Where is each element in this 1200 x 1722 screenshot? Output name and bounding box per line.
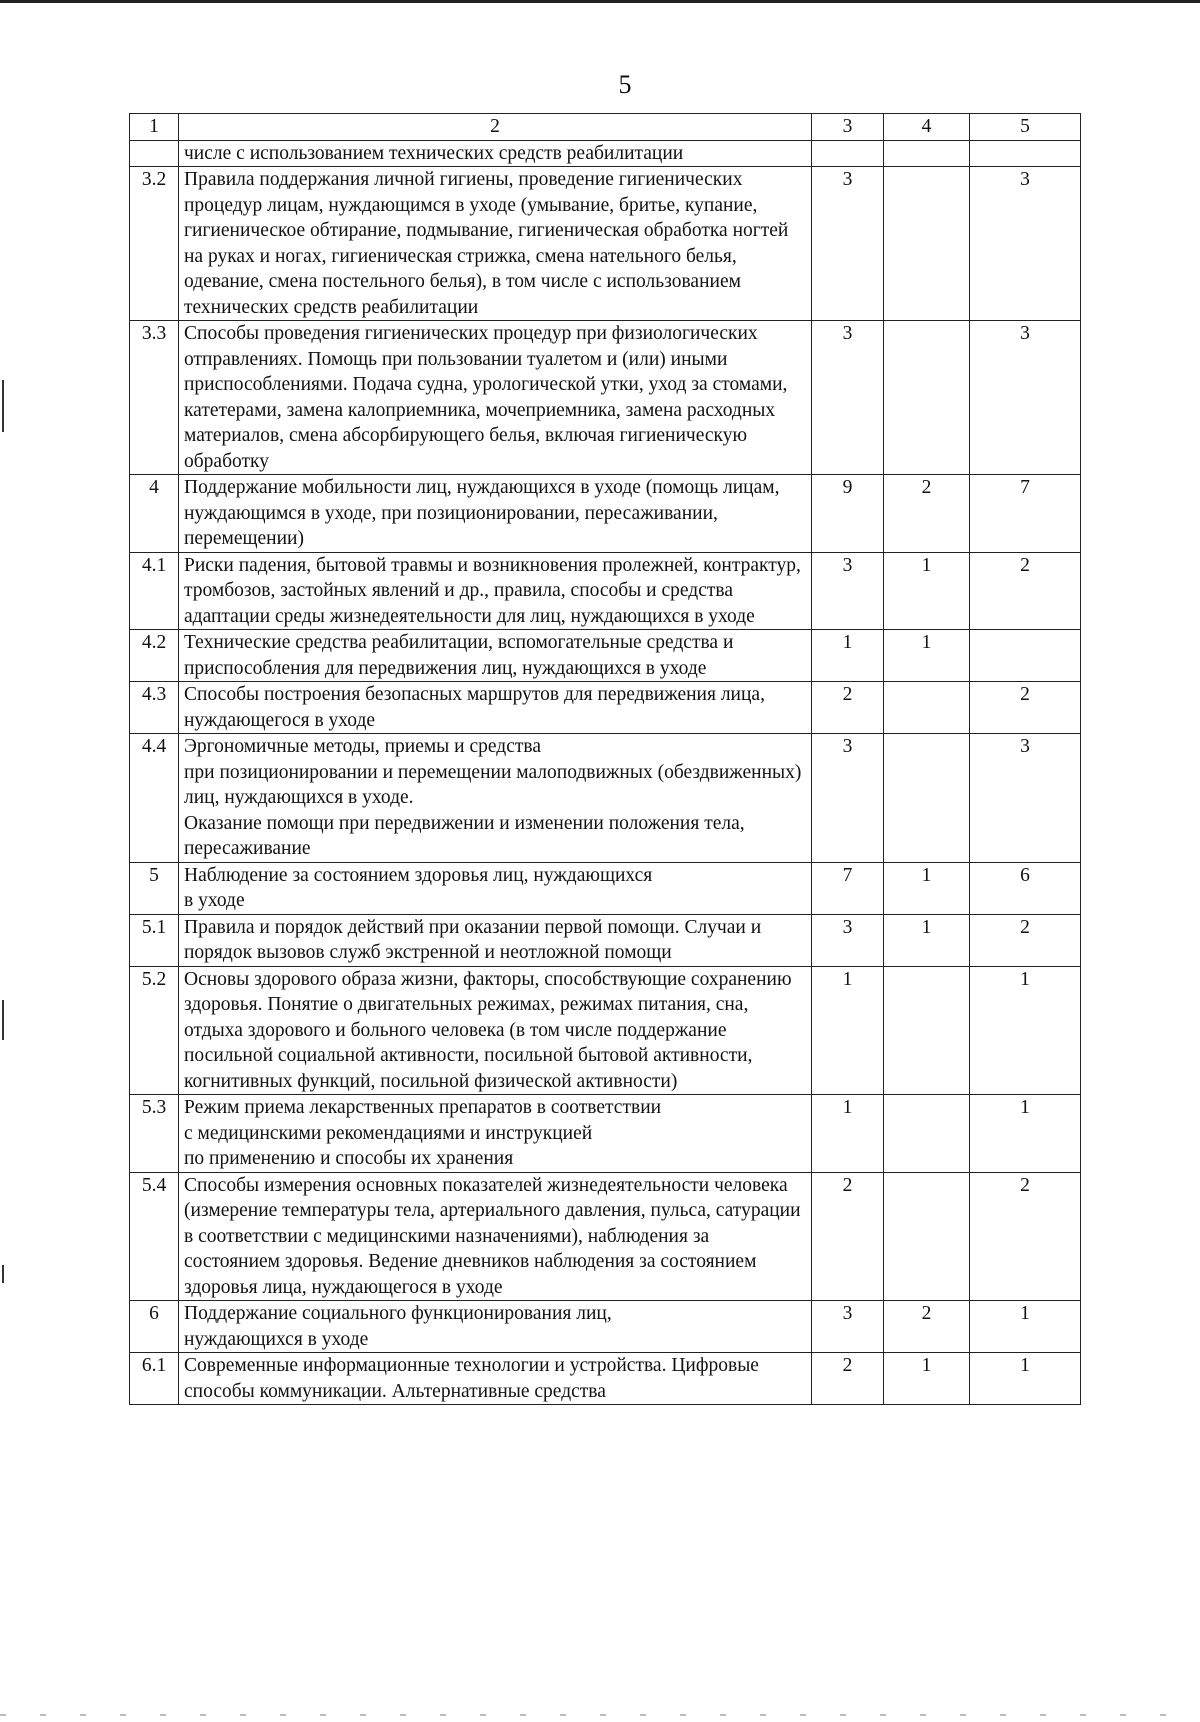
hours-practice-cell xyxy=(970,140,1081,167)
section-number-cell: 6.1 xyxy=(130,1353,179,1405)
hours-total-cell: 1 xyxy=(812,966,884,1095)
hours-theory-cell: 1 xyxy=(884,862,970,914)
table-row xyxy=(130,630,1081,682)
table-row xyxy=(130,862,1081,914)
topic-text-cell: Современные информационные технологии и устройства. Цифровые способы коммуникации. Альтернативные средства xyxy=(179,1353,812,1405)
hours-practice-cell: 1 xyxy=(970,1301,1081,1353)
topic-text-cell: Способы проведения гигиенических процедур при физиологических отправлениях. Помощь при пользовании туалетом и (или) иными приспособлениями. Подача судна, урологической утки, уход за стомами, катетерами, замена калоприемника, мочеприемника, замена расходных материалов, смена абсорбирующего белья, включая гигиеническую обработку xyxy=(179,321,812,475)
hours-practice-cell: 1 xyxy=(970,1095,1081,1173)
section-number-cell: 4.1 xyxy=(130,552,179,630)
section-number-cell: 3.2 xyxy=(130,167,179,321)
scan-bottom-noise xyxy=(0,1714,1200,1716)
header-cell: 3 xyxy=(812,114,884,141)
hours-total-cell: 3 xyxy=(812,734,884,863)
topic-text-cell: Риски падения, бытовой травмы и возникновения пролежней, контрактур, тромбозов, застойных явлений и др., правила, способы и средства адаптации среды жизнедеятельности для лиц, нуждающихся в уходе xyxy=(179,552,812,630)
hours-theory-cell: 1 xyxy=(884,630,970,682)
hours-total-cell: 2 xyxy=(812,1172,884,1301)
page-number: 5 xyxy=(618,70,632,99)
hours-practice-cell: 1 xyxy=(970,1353,1081,1405)
table-row xyxy=(130,682,1081,734)
header-cell: 4 xyxy=(884,114,970,141)
table-row xyxy=(130,914,1081,966)
hours-practice-cell: 3 xyxy=(970,734,1081,863)
section-number-cell: 4 xyxy=(130,475,179,553)
topic-text-cell: Способы измерения основных показателей жизнедеятельности человека (измерение температуры тела, артериального давления, пульса, сатурации в соответствии с медицинскими назначениями), наблюдения за состоянием здоровья. Ведение дневников наблюдения за состоянием здоровья лица, нуждающегося в уходе xyxy=(179,1172,812,1301)
curriculum-table xyxy=(129,113,1081,1405)
topic-text-cell: Поддержание мобильности лиц, нуждающихся в уходе (помощь лицам, нуждающимся в уходе, при позиционировании, пересаживании, перемещении) xyxy=(179,475,812,553)
hours-total-cell: 3 xyxy=(812,914,884,966)
section-number-cell: 5.3 xyxy=(130,1095,179,1173)
topic-text-cell: Поддержание социального функционирования лиц, нуждающихся в уходе xyxy=(179,1301,812,1353)
topic-text-cell: числе с использованием технических средств реабилитации xyxy=(179,140,812,167)
hours-practice-cell: 7 xyxy=(970,475,1081,553)
hours-theory-cell: 1 xyxy=(884,914,970,966)
hours-total-cell: 3 xyxy=(812,552,884,630)
hours-theory-cell xyxy=(884,682,970,734)
hours-practice-cell: 3 xyxy=(970,167,1081,321)
hours-theory-cell xyxy=(884,966,970,1095)
table-row xyxy=(130,1095,1081,1173)
hours-total-cell: 3 xyxy=(812,1301,884,1353)
hours-total-cell: 9 xyxy=(812,475,884,553)
hours-practice-cell: 1 xyxy=(970,966,1081,1095)
hours-total-cell: 3 xyxy=(812,167,884,321)
topic-text-cell: Основы здорового образа жизни, факторы, способствующие сохранению здоровья. Понятие о двигательных режимах, режимах питания, сна, отдыха здорового и больного человека (в том числе поддержание посильной социальной активности, посильной бытовой активности, когнитивных функций, посильной физической активности) xyxy=(179,966,812,1095)
top-border-line xyxy=(0,0,1200,3)
table-header-row xyxy=(130,114,1081,141)
hours-total-cell: 2 xyxy=(812,682,884,734)
scan-edge-mark xyxy=(2,380,4,432)
section-number-cell: 5.1 xyxy=(130,914,179,966)
topic-text-cell: Способы построения безопасных маршрутов для передвижения лица, нуждающегося в уходе xyxy=(179,682,812,734)
hours-theory-cell xyxy=(884,321,970,475)
section-number-cell: 5 xyxy=(130,862,179,914)
topic-text-cell: Правила и порядок действий при оказании первой помощи. Случаи и порядок вызовов служб экстренной и неотложной помощи xyxy=(179,914,812,966)
table-row xyxy=(130,734,1081,863)
hours-theory-cell xyxy=(884,1172,970,1301)
section-number-cell: 5.2 xyxy=(130,966,179,1095)
table-row xyxy=(130,321,1081,475)
hours-practice-cell: 6 xyxy=(970,862,1081,914)
hours-theory-cell xyxy=(884,167,970,321)
hours-practice-cell: 2 xyxy=(970,552,1081,630)
hours-theory-cell: 2 xyxy=(884,475,970,553)
topic-text-cell: Режим приема лекарственных препаратов в соответствии с медицинскими рекомендациями и инструкцией по применению и способы их хранения xyxy=(179,1095,812,1173)
hours-theory-cell xyxy=(884,1095,970,1173)
topic-text-cell: Технические средства реабилитации, вспомогательные средства и приспособления для передвижения лиц, нуждающихся в уходе xyxy=(179,630,812,682)
section-number-cell: 4.2 xyxy=(130,630,179,682)
topic-text-cell: Наблюдение за состоянием здоровья лиц, нуждающихся в уходе xyxy=(179,862,812,914)
hours-total-cell xyxy=(812,140,884,167)
table-row xyxy=(130,1301,1081,1353)
hours-total-cell: 3 xyxy=(812,321,884,475)
table-row xyxy=(130,552,1081,630)
table-row xyxy=(130,140,1081,167)
table-row xyxy=(130,1172,1081,1301)
topic-text-cell: Правила поддержания личной гигиены, проведение гигиенических процедур лицам, нуждающимся в уходе (умывание, бритье, купание, гигиеническое обтирание, подмывание, гигиеническая обработка ногтей на руках и ногах, гигиеническая стрижка, смена нательного белья, одевание, смена постельного белья), в том числе с использованием технических средств реабилитации xyxy=(179,167,812,321)
hours-theory-cell: 1 xyxy=(884,552,970,630)
hours-theory-cell xyxy=(884,734,970,863)
scan-edge-mark xyxy=(2,1265,4,1283)
hours-practice-cell: 3 xyxy=(970,321,1081,475)
table-row xyxy=(130,475,1081,553)
table-row xyxy=(130,1353,1081,1405)
table-row xyxy=(130,167,1081,321)
section-number-cell: 5.4 xyxy=(130,1172,179,1301)
section-number-cell: 4.4 xyxy=(130,734,179,863)
hours-theory-cell xyxy=(884,140,970,167)
section-number-cell: 6 xyxy=(130,1301,179,1353)
hours-practice-cell: 2 xyxy=(970,914,1081,966)
section-number-cell xyxy=(130,140,179,167)
hours-theory-cell: 2 xyxy=(884,1301,970,1353)
topic-text-cell: Эргономичные методы, приемы и средства при позиционировании и перемещении малоподвижных (обездвиженных) лиц, нуждающихся в уходе. Оказание помощи при передвижении и изменении положения тела, пересаживание xyxy=(179,734,812,863)
hours-total-cell: 2 xyxy=(812,1353,884,1405)
section-number-cell: 3.3 xyxy=(130,321,179,475)
hours-total-cell: 7 xyxy=(812,862,884,914)
header-cell: 2 xyxy=(179,114,812,141)
section-number-cell: 4.3 xyxy=(130,682,179,734)
hours-total-cell: 1 xyxy=(812,630,884,682)
hours-theory-cell: 1 xyxy=(884,1353,970,1405)
hours-practice-cell: 2 xyxy=(970,682,1081,734)
scan-edge-mark xyxy=(2,1000,4,1040)
header-cell: 1 xyxy=(130,114,179,141)
hours-practice-cell xyxy=(970,630,1081,682)
header-cell: 5 xyxy=(970,114,1081,141)
hours-total-cell: 1 xyxy=(812,1095,884,1173)
hours-practice-cell: 2 xyxy=(970,1172,1081,1301)
table-row xyxy=(130,966,1081,1095)
